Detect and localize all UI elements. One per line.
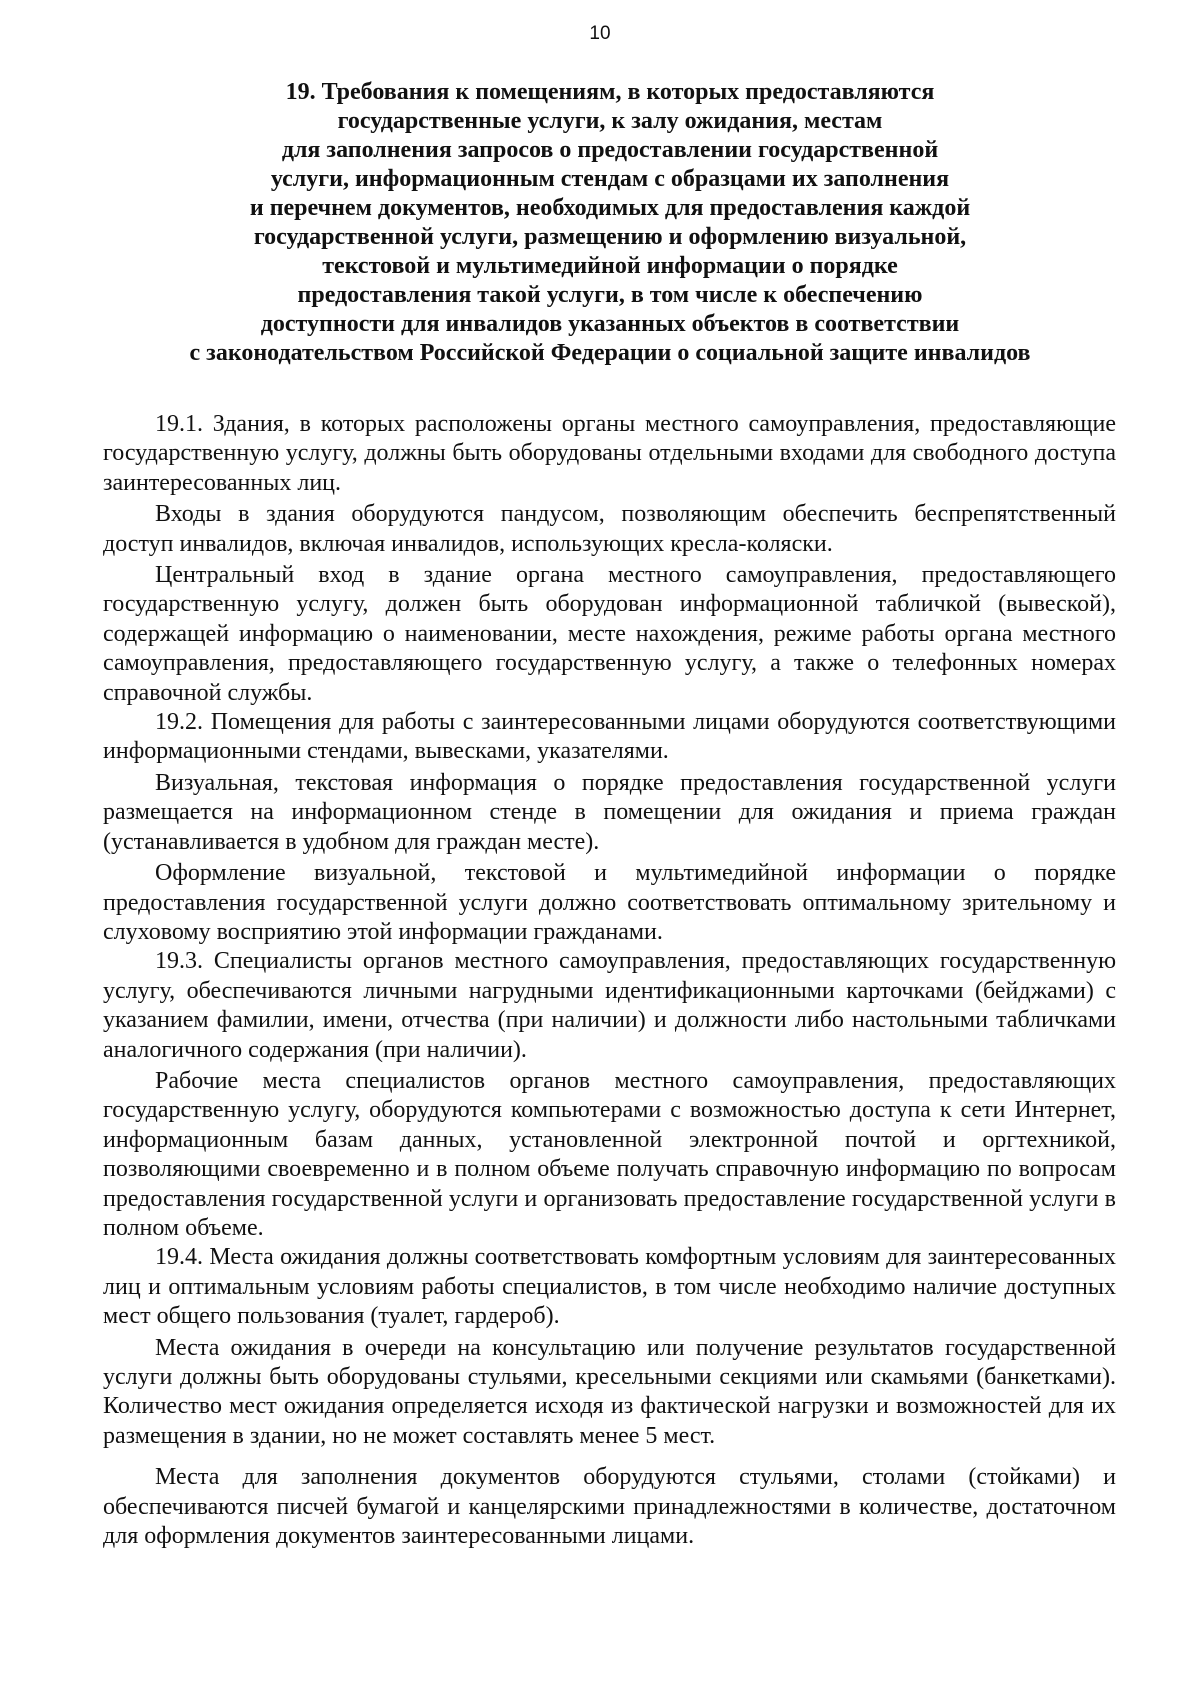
heading-line: услуги, информационным стендам с образцами их заполнения	[270, 166, 950, 192]
heading-line: предоставления такой услуги, в том числе к обеспечению	[297, 282, 923, 308]
paragraph-entrances-ramp: Входы в здания оборудуются пандусом, позволяющим обеспечить беспрепятственный доступ инвалидов, включая инвалидов, использующих кресла-коляски.	[103, 501, 1116, 557]
paragraph-19-1: 19.1. Здания, в которых расположены органы местного самоуправления, предоставляющие государственную услугу, должны быть оборудованы отдельными входами для свободного доступа заинтересованных лиц.	[103, 411, 1116, 496]
heading-line: доступности для инвалидов указанных объектов в соответствии	[260, 311, 960, 337]
heading-line: для заполнения запросов о предоставлении государственной	[281, 137, 939, 163]
paragraph-waiting-seats: Места ожидания в очереди на консультацию или получение результатов государственной услуги должны быть оборудованы стульями, кресельными секциями или скамьями (банкетками). Количество мест ожидания определяется исходя из фактической нагрузки и возможностей для их размещения в здании, но не может составлять менее 5 мест.	[103, 1334, 1116, 1449]
paragraph-workplaces: Рабочие места специалистов органов местного самоуправления, предоставляющих государственную услугу, оборудуются компьютерами с возможностью доступа к сети Интернет, информационным базам данных, установленной электронной почтой и оргтехникой, позволяющими своевременно и в полном объеме получать справочную информацию по вопросам предоставления государственной услуги и организовать предоставление государственной услуги в полном объеме.	[103, 1067, 1116, 1241]
heading-line: государственные услуги, к залу ожидания, местам	[337, 108, 883, 134]
heading-line: текстовой и мультимедийной информации о порядке	[322, 253, 898, 279]
section-heading	[120, 78, 1100, 368]
heading-line: 19. Требования к помещениям, в которых предоставляются	[285, 79, 935, 105]
paragraph-19-4: 19.4. Места ожидания должны соответствовать комфортным условиям для заинтересованных лиц и оптимальным условиям работы специалистов, в том числе необходимо наличие доступных мест общего пользования (туалет, гардероб).	[103, 1244, 1116, 1330]
paragraph-filling-places: Места для заполнения документов оборудуются стульями, столами (стойками) и обеспечиваются писчей бумагой и канцелярскими принадлежностями в количестве, достаточном для оформления документов заинтересованными лицами.	[103, 1464, 1116, 1550]
paragraph-central-entrance: Центральный вход в здание органа местного самоуправления, предоставляющего государственную услугу, должен быть оборудован информационной табличкой (вывеской), содержащей информацию о наименовании, месте нахождения, режиме работы органа местного самоуправления, предоставляющего государственную услугу, а также о телефонных номерах справочной службы.	[103, 562, 1116, 706]
paragraph-19-2: 19.2. Помещения для работы с заинтересованными лицами оборудуются соответствующими информационными стендами, вывесками, указателями.	[103, 709, 1116, 765]
heading-line: и перечнем документов, необходимых для предоставления каждой	[249, 195, 971, 221]
paragraph-visual-info: Визуальная, текстовая информация о порядке предоставления государственной услуги размещается на информационном стенде в помещении для ожидания и приема граждан (устанавливается в удобном для граждан месте).	[103, 769, 1116, 855]
paragraph-info-design: Оформление визуальной, текстовой и мультимедийной информации о порядке предоставления государственной услуги должно соответствовать оптимальному зрительному и слуховому восприятию этой информации гражданами.	[103, 860, 1116, 945]
heading-line: государственной услуги, размещению и оформлению визуальной,	[253, 224, 967, 250]
paragraph-19-3: 19.3. Специалисты органов местного самоуправления, предоставляющих государственную услугу, обеспечиваются личными нагрудными идентификационными карточками (бейджами) с указанием фамилии, имени, отчества (при наличии) и должности либо настольными табличками аналогичного содержания (при наличии).	[103, 948, 1116, 1063]
page-number: 10	[589, 23, 611, 44]
heading-line: с законодательством Российской Федерации о социальной защите инвалидов	[189, 340, 1031, 366]
section-body	[103, 410, 1116, 1551]
